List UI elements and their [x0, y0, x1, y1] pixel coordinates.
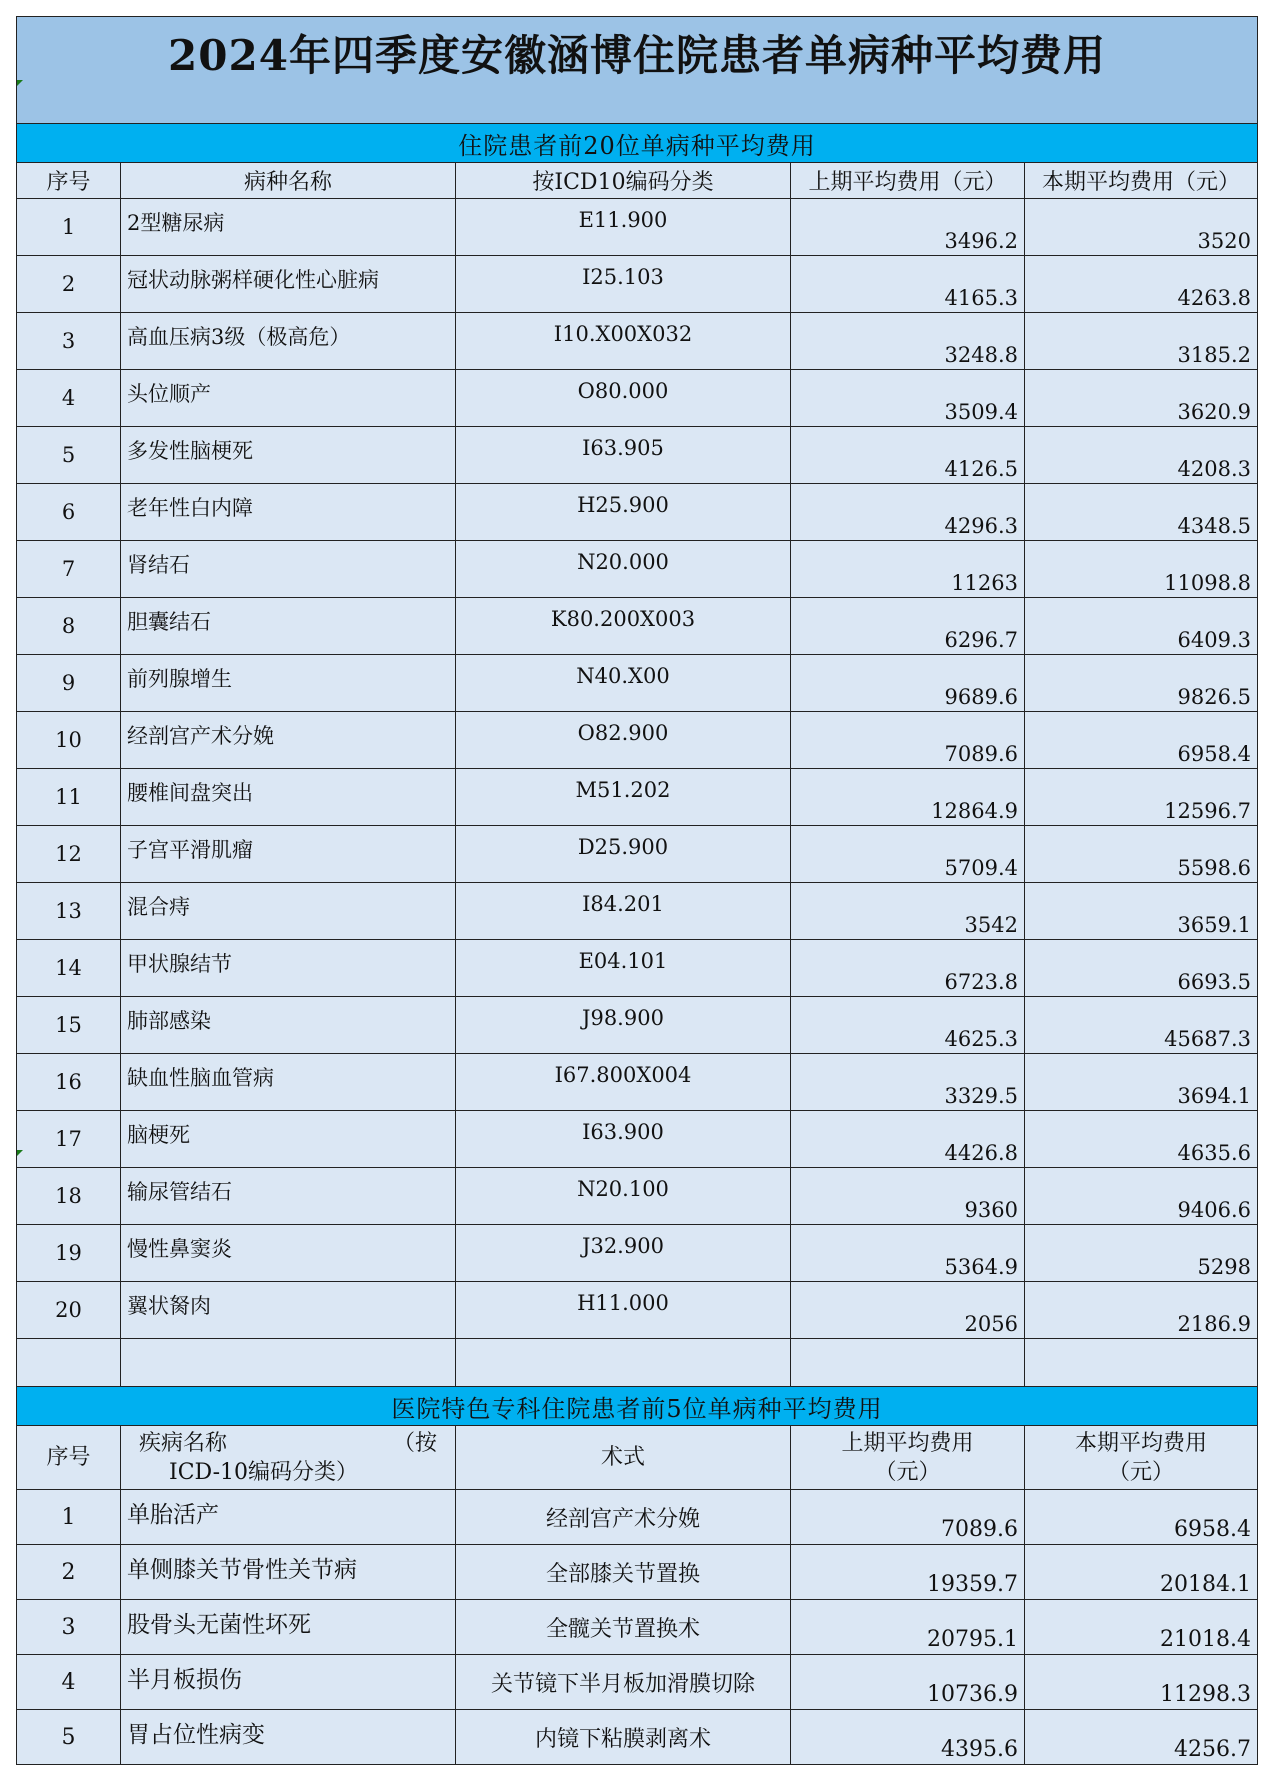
disease-name-cell[interactable]: 翼状胬肉: [121, 1282, 456, 1339]
icd10-code-cell[interactable]: N40.X00: [456, 655, 791, 712]
header2-disease-name[interactable]: [121, 1426, 456, 1490]
curr-cost-cell[interactable]: 3620.9: [1025, 370, 1258, 427]
seq-cell[interactable]: 15: [17, 997, 121, 1054]
disease-name-cell[interactable]: 前列腺增生: [121, 655, 456, 712]
table-row: [17, 484, 1258, 541]
seq-cell[interactable]: 2: [17, 256, 121, 313]
cost-table: [16, 16, 1258, 1765]
disease-name-cell[interactable]: 单胎活产: [121, 1490, 456, 1545]
section1-header-row: [17, 163, 1258, 199]
disease-name-cell[interactable]: 肾结石: [121, 541, 456, 598]
seq-cell[interactable]: 9: [17, 655, 121, 712]
seq-cell[interactable]: 11: [17, 769, 121, 826]
empty-cell[interactable]: [1025, 1339, 1258, 1387]
header2-prev-line2: （元）: [874, 1459, 941, 1485]
icd10-code-cell[interactable]: M51.202: [456, 769, 791, 826]
seq-cell[interactable]: 4: [17, 1655, 121, 1710]
table-row: [17, 1710, 1258, 1765]
header2-curr-line1: 本期平均费用: [1074, 1430, 1207, 1456]
disease-name-cell[interactable]: 输尿管结石: [121, 1168, 456, 1225]
icd10-code-cell[interactable]: O82.900: [456, 712, 791, 769]
icd10-code-cell[interactable]: I63.900: [456, 1111, 791, 1168]
seq-cell[interactable]: 3: [17, 1600, 121, 1655]
disease-name-cell[interactable]: 半月板损伤: [121, 1655, 456, 1710]
curr-cost-cell[interactable]: 3694.1: [1025, 1054, 1258, 1111]
table-row: [17, 826, 1258, 883]
curr-cost-cell[interactable]: 3520: [1025, 199, 1258, 256]
table-row: [17, 370, 1258, 427]
icd10-code-cell[interactable]: N20.100: [456, 1168, 791, 1225]
table-row: [17, 598, 1258, 655]
curr-cost-cell[interactable]: 5598.6: [1025, 826, 1258, 883]
table-row: [17, 1545, 1258, 1600]
section2-title-row: [17, 1387, 1258, 1426]
prev-cost-cell[interactable]: 6296.7: [791, 598, 1025, 655]
empty-cell[interactable]: [121, 1339, 456, 1387]
icd10-code-cell[interactable]: I25.103: [456, 256, 791, 313]
disease-name-cell[interactable]: 缺血性脑血管病: [121, 1054, 456, 1111]
seq-cell[interactable]: 3: [17, 313, 121, 370]
icd10-code-cell[interactable]: H11.000: [456, 1282, 791, 1339]
curr-cost-cell[interactable]: 4208.3: [1025, 427, 1258, 484]
page-title-text: 2024年四季度安徽涵博住院患者单病种平均费用: [168, 31, 1106, 80]
seq-cell[interactable]: 20: [17, 1282, 121, 1339]
curr-cost-cell[interactable]: 12596.7: [1025, 769, 1258, 826]
seq-cell[interactable]: 5: [17, 1710, 121, 1765]
curr-cost-cell[interactable]: 9826.5: [1025, 655, 1258, 712]
prev-cost-cell[interactable]: 4296.3: [791, 484, 1025, 541]
seq-cell[interactable]: 12: [17, 826, 121, 883]
header-prev-avg-cost[interactable]: 上期平均费用（元）: [791, 163, 1025, 199]
table-row: [17, 655, 1258, 712]
table-row: [17, 1111, 1258, 1168]
prev-cost-cell[interactable]: 4426.8: [791, 1111, 1025, 1168]
disease-name-cell[interactable]: 冠状动脉粥样硬化性心脏病: [121, 256, 456, 313]
disease-name-cell[interactable]: 经剖宫产术分娩: [121, 712, 456, 769]
prev-cost-cell[interactable]: 3542: [791, 883, 1025, 940]
curr-cost-cell[interactable]: 20184.1: [1025, 1545, 1258, 1600]
seq-cell[interactable]: 7: [17, 541, 121, 598]
disease-name-cell[interactable]: 肺部感染: [121, 997, 456, 1054]
disease-name-cell[interactable]: 单侧膝关节骨性关节病: [121, 1545, 456, 1600]
disease-name-cell[interactable]: 混合痔: [121, 883, 456, 940]
table-row: [17, 313, 1258, 370]
icd10-code-cell[interactable]: J98.900: [456, 997, 791, 1054]
header2-prev-line1: 上期平均费用: [841, 1430, 974, 1456]
table-row: [17, 1490, 1258, 1545]
curr-cost-cell[interactable]: 2186.9: [1025, 1282, 1258, 1339]
prev-cost-cell[interactable]: 6723.8: [791, 940, 1025, 997]
icd10-code-cell[interactable]: E11.900: [456, 199, 791, 256]
disease-name-cell[interactable]: 胃占位性病变: [121, 1710, 456, 1765]
cell-note-marker: [17, 80, 23, 86]
curr-cost-cell[interactable]: 4263.8: [1025, 256, 1258, 313]
icd10-code-cell[interactable]: J32.900: [456, 1225, 791, 1282]
prev-cost-cell[interactable]: 11263: [791, 541, 1025, 598]
section2-title[interactable]: 医院特色专科住院患者前5位单病种平均费用: [17, 1387, 1258, 1426]
header2-seq[interactable]: 序号: [17, 1426, 121, 1490]
icd10-code-cell[interactable]: I67.800X004: [456, 1054, 791, 1111]
table-row: [17, 427, 1258, 484]
table-row: [17, 1655, 1258, 1710]
curr-cost-cell[interactable]: 6409.3: [1025, 598, 1258, 655]
icd10-code-cell[interactable]: N20.000: [456, 541, 791, 598]
header-curr-avg-cost[interactable]: 本期平均费用（元）: [1025, 163, 1258, 199]
prev-cost-cell[interactable]: 5709.4: [791, 826, 1025, 883]
surgery-cell[interactable]: 全髋关节置换术: [456, 1600, 791, 1655]
disease-name-cell[interactable]: 胆囊结石: [121, 598, 456, 655]
curr-cost-cell[interactable]: 4635.6: [1025, 1111, 1258, 1168]
disease-name-cell[interactable]: 腰椎间盘突出: [121, 769, 456, 826]
surgery-cell[interactable]: 内镜下粘膜剥离术: [456, 1710, 791, 1765]
prev-cost-cell[interactable]: 9689.6: [791, 655, 1025, 712]
curr-cost-cell[interactable]: 21018.4: [1025, 1600, 1258, 1655]
icd10-code-cell[interactable]: I63.905: [456, 427, 791, 484]
table-row: [17, 1600, 1258, 1655]
prev-cost-cell[interactable]: 12864.9: [791, 769, 1025, 826]
disease-name-cell[interactable]: 脑梗死: [121, 1111, 456, 1168]
disease-name-cell[interactable]: 高血压病3级（极高危）: [121, 313, 456, 370]
header2-disease-name-line2: ICD-10编码分类）: [169, 1459, 358, 1485]
table-row: [17, 940, 1258, 997]
prev-cost-cell[interactable]: 19359.7: [791, 1545, 1025, 1600]
seq-cell[interactable]: 18: [17, 1168, 121, 1225]
seq-cell[interactable]: 6: [17, 484, 121, 541]
prev-cost-cell[interactable]: 10736.9: [791, 1655, 1025, 1710]
cell-note-marker: [17, 1150, 23, 1156]
table-row: [17, 769, 1258, 826]
table-row: [17, 883, 1258, 940]
icd10-code-cell[interactable]: D25.900: [456, 826, 791, 883]
prev-cost-cell[interactable]: 4126.5: [791, 427, 1025, 484]
prev-cost-cell[interactable]: 3329.5: [791, 1054, 1025, 1111]
surgery-cell[interactable]: 全部膝关节置换: [456, 1545, 791, 1600]
table-row: [17, 541, 1258, 598]
header2-prev-avg-cost[interactable]: [791, 1426, 1025, 1490]
curr-cost-cell[interactable]: 11098.8: [1025, 541, 1258, 598]
curr-cost-cell[interactable]: 5298: [1025, 1225, 1258, 1282]
table-row: [17, 712, 1258, 769]
curr-cost-cell[interactable]: 3659.1: [1025, 883, 1258, 940]
seq-cell[interactable]: 5: [17, 427, 121, 484]
prev-cost-cell[interactable]: 5364.9: [791, 1225, 1025, 1282]
curr-cost-cell[interactable]: 45687.3: [1025, 997, 1258, 1054]
seq-cell[interactable]: 8: [17, 598, 121, 655]
seq-cell[interactable]: 14: [17, 940, 121, 997]
header-icd10-code[interactable]: 按ICD10编码分类: [456, 163, 791, 199]
curr-cost-cell[interactable]: 6693.5: [1025, 940, 1258, 997]
disease-name-cell[interactable]: 头位顺产: [121, 370, 456, 427]
seq-cell[interactable]: 2: [17, 1545, 121, 1600]
icd10-code-cell[interactable]: K80.200X003: [456, 598, 791, 655]
icd10-code-cell[interactable]: E04.101: [456, 940, 791, 997]
prev-cost-cell[interactable]: 3509.4: [791, 370, 1025, 427]
section1-title[interactable]: 住院患者前20位单病种平均费用: [17, 124, 1258, 163]
table-row: [17, 1282, 1258, 1339]
curr-cost-cell[interactable]: 6958.4: [1025, 712, 1258, 769]
title-row: [17, 17, 1258, 124]
header-disease-name[interactable]: 病种名称: [121, 163, 456, 199]
disease-name-cell[interactable]: 甲状腺结节: [121, 940, 456, 997]
seq-cell[interactable]: 16: [17, 1054, 121, 1111]
icd10-code-cell[interactable]: I84.201: [456, 883, 791, 940]
header2-curr-line2: （元）: [1107, 1459, 1174, 1485]
table-row: [17, 199, 1258, 256]
disease-name-cell[interactable]: 多发性脑梗死: [121, 427, 456, 484]
header2-curr-avg-cost[interactable]: [1025, 1426, 1258, 1490]
empty-cell[interactable]: [791, 1339, 1025, 1387]
prev-cost-cell[interactable]: 3496.2: [791, 199, 1025, 256]
prev-cost-cell[interactable]: 20795.1: [791, 1600, 1025, 1655]
header2-surgery[interactable]: 术式: [456, 1426, 791, 1490]
icd10-code-cell[interactable]: O80.000: [456, 370, 791, 427]
header-seq[interactable]: 序号: [17, 163, 121, 199]
seq-cell[interactable]: 10: [17, 712, 121, 769]
seq-cell[interactable]: 4: [17, 370, 121, 427]
curr-cost-cell[interactable]: 6958.4: [1025, 1490, 1258, 1545]
header2-disease-name-suffix: （按: [392, 1430, 437, 1456]
prev-cost-cell[interactable]: 9360: [791, 1168, 1025, 1225]
curr-cost-cell[interactable]: 3185.2: [1025, 313, 1258, 370]
prev-cost-cell[interactable]: 2056: [791, 1282, 1025, 1339]
seq-cell[interactable]: 13: [17, 883, 121, 940]
empty-cell[interactable]: [456, 1339, 791, 1387]
table-row: [17, 1168, 1258, 1225]
curr-cost-cell[interactable]: 4348.5: [1025, 484, 1258, 541]
disease-name-cell[interactable]: 2型糖尿病: [121, 199, 456, 256]
prev-cost-cell[interactable]: 4395.6: [791, 1710, 1025, 1765]
seq-cell[interactable]: 1: [17, 1490, 121, 1545]
disease-name-cell[interactable]: 老年性白内障: [121, 484, 456, 541]
disease-name-cell[interactable]: 股骨头无菌性坏死: [121, 1600, 456, 1655]
table-row: [17, 1225, 1258, 1282]
table-row: [17, 256, 1258, 313]
prev-cost-cell[interactable]: 3248.8: [791, 313, 1025, 370]
empty-row: [17, 1339, 1258, 1387]
table-row: [17, 997, 1258, 1054]
empty-cell[interactable]: [17, 1339, 121, 1387]
surgery-cell[interactable]: 经剖宫产术分娩: [456, 1490, 791, 1545]
icd10-code-cell[interactable]: H25.900: [456, 484, 791, 541]
prev-cost-cell[interactable]: 4625.3: [791, 997, 1025, 1054]
seq-cell[interactable]: 19: [17, 1225, 121, 1282]
page-title[interactable]: [17, 17, 1258, 124]
curr-cost-cell[interactable]: 4256.7: [1025, 1710, 1258, 1765]
seq-cell[interactable]: 1: [17, 199, 121, 256]
header2-disease-name-label: 疾病名称: [139, 1430, 228, 1456]
icd10-code-cell[interactable]: I10.X00X032: [456, 313, 791, 370]
section2-header-row: [17, 1426, 1258, 1490]
prev-cost-cell[interactable]: 4165.3: [791, 256, 1025, 313]
prev-cost-cell[interactable]: 7089.6: [791, 712, 1025, 769]
prev-cost-cell[interactable]: 7089.6: [791, 1490, 1025, 1545]
table-row: [17, 1054, 1258, 1111]
disease-name-cell[interactable]: 慢性鼻窦炎: [121, 1225, 456, 1282]
curr-cost-cell[interactable]: 11298.3: [1025, 1655, 1258, 1710]
surgery-cell[interactable]: 关节镜下半月板加滑膜切除: [456, 1655, 791, 1710]
section1-title-row: [17, 124, 1258, 163]
curr-cost-cell[interactable]: 9406.6: [1025, 1168, 1258, 1225]
seq-cell[interactable]: 17: [17, 1111, 121, 1168]
disease-name-cell[interactable]: 子宫平滑肌瘤: [121, 826, 456, 883]
spreadsheet: [16, 16, 1257, 1765]
